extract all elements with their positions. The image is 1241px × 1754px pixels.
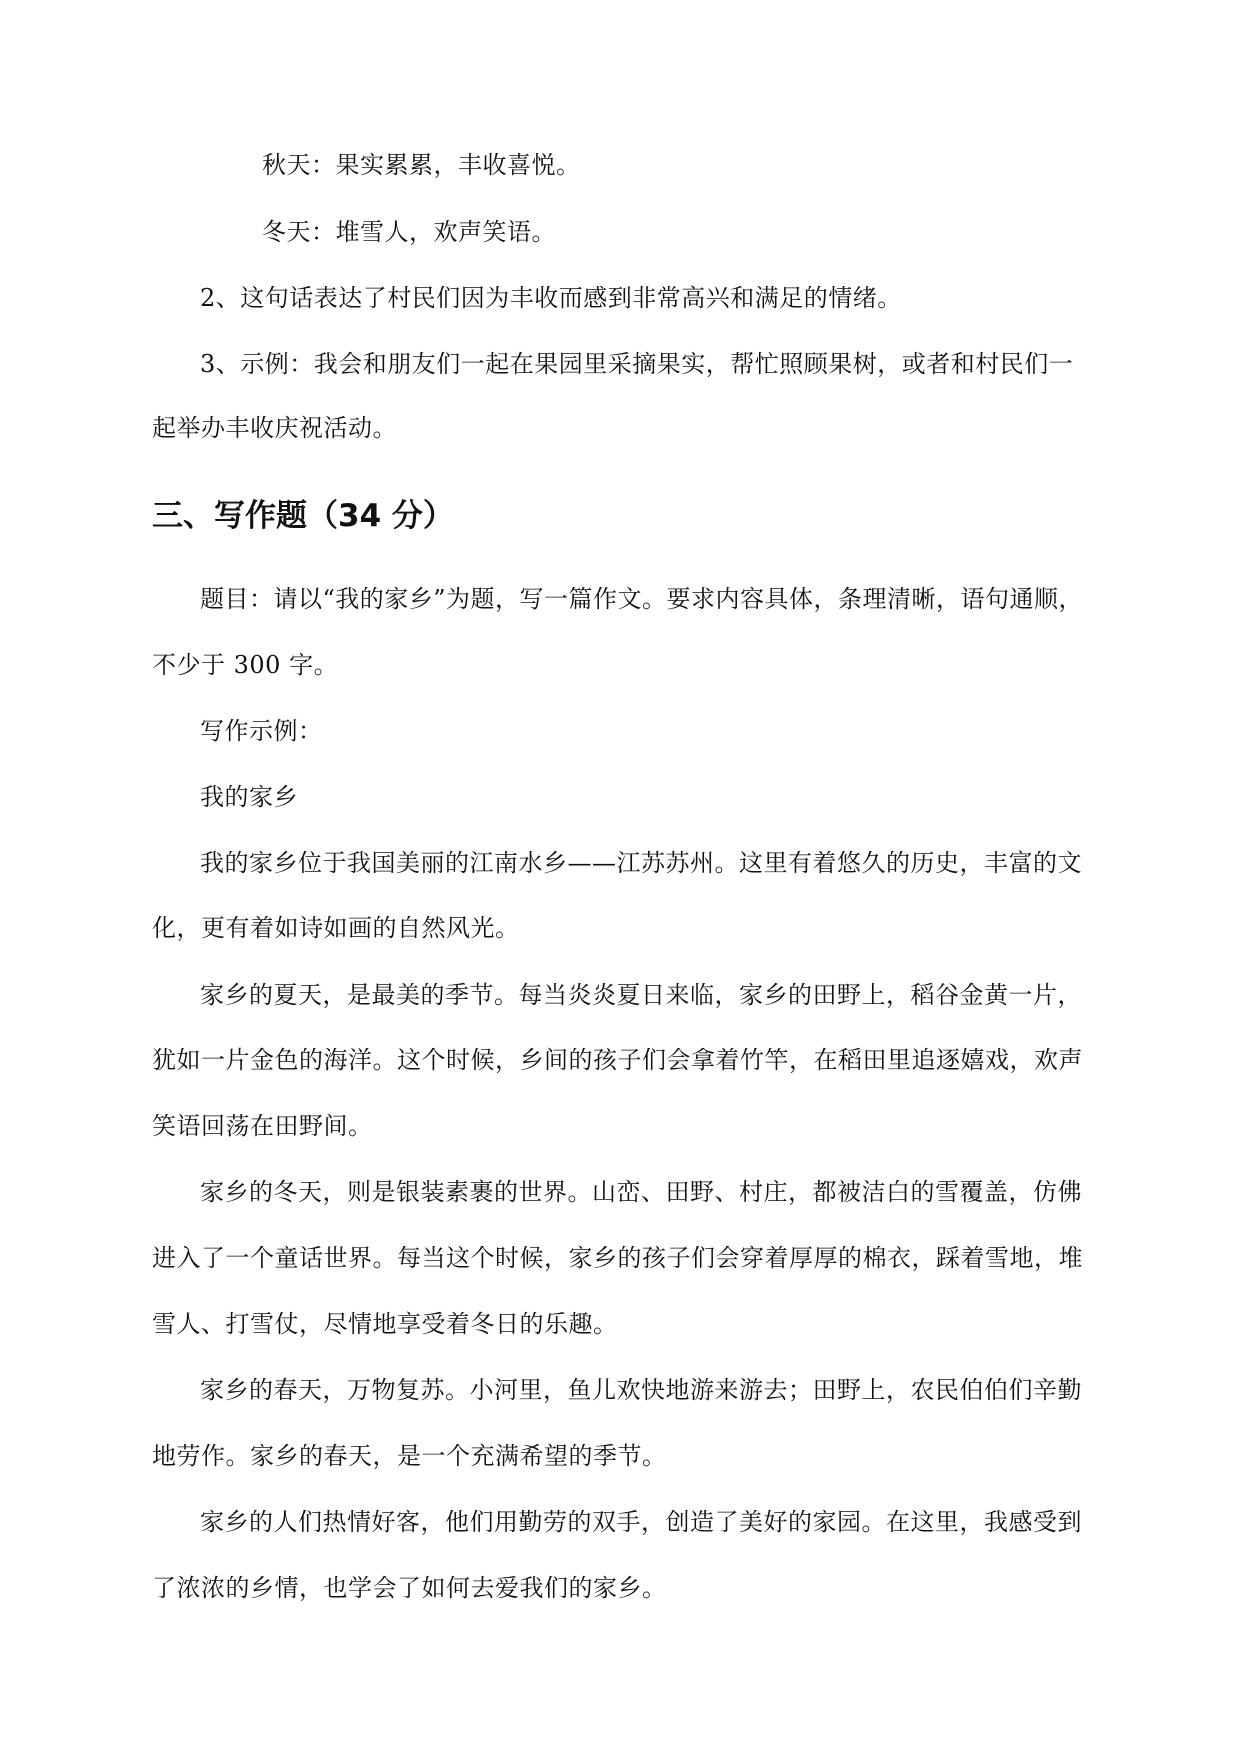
example-label: 写作示例： — [200, 717, 323, 745]
essay-paragraph-4-line2: 地劳作。家乡的春天，是一个充满希望的季节。 — [152, 1442, 667, 1470]
answer-q3-line1: 3、示例：我会和朋友们一起在果园里采摘果实，帮忙照顾果树，或者和村民们一 — [200, 350, 1074, 378]
essay-paragraph-3-line1: 家乡的冬天，则是银装素裹的世界。山峦、田野、村庄，都被洁白的雪覆盖，仿佛 — [200, 1178, 1082, 1206]
answer-autumn: 秋天：果实累累，丰收喜悦。 — [262, 151, 581, 179]
answer-q3-line2: 起举办丰收庆祝活动。 — [152, 414, 397, 442]
essay-paragraph-3-line2: 进入了一个童话世界。每当这个时候，家乡的孩子们会穿着厚厚的棉衣，踩着雪地，堆 — [152, 1244, 1083, 1272]
essay-paragraph-4-line1: 家乡的春天，万物复苏。小河里，鱼儿欢快地游来游去；田野上，农民伯伯们辛勤 — [200, 1376, 1082, 1404]
essay-paragraph-1-line1: 我的家乡位于我国美丽的江南水乡——江苏苏州。这里有着悠久的历史，丰富的文 — [200, 849, 1082, 877]
essay-paragraph-5-line1: 家乡的人们热情好客，他们用勤劳的双手，创造了美好的家园。在这里，我感受到 — [200, 1508, 1082, 1536]
section3-heading: 三、写作题（34 分） — [152, 498, 454, 534]
prompt-line1: 题目：请以“我的家乡”为题，写一篇作文。要求内容具体，条理清晰，语句通顺， — [200, 585, 1084, 613]
essay-paragraph-2-line1: 家乡的夏天，是最美的季节。每当炎炎夏日来临，家乡的田野上，稻谷金黄一片， — [200, 981, 1082, 1009]
answer-winter: 冬天：堆雪人，欢声笑语。 — [262, 218, 556, 246]
essay-paragraph-2-line3: 笑语回荡在田野间。 — [152, 1112, 373, 1140]
essay-paragraph-3-line3: 雪人、打雪仗，尽情地享受着冬日的乐趣。 — [152, 1310, 618, 1338]
essay-paragraph-2-line2: 犹如一片金色的海洋。这个时候，乡间的孩子们会拿着竹竿，在稻田里追逐嬉戏，欢声 — [152, 1046, 1083, 1074]
essay-paragraph-1-line2: 化，更有着如诗如画的自然风光。 — [152, 914, 520, 942]
essay-title: 我的家乡 — [200, 783, 298, 811]
answer-q2: 2、这句话表达了村民们因为丰收而感到非常高兴和满足的情绪。 — [200, 284, 902, 312]
prompt-line2: 不少于 300 字。 — [152, 651, 339, 679]
essay-paragraph-5-line2: 了浓浓的乡情，也学会了如何去爱我们的家乡。 — [152, 1574, 667, 1602]
